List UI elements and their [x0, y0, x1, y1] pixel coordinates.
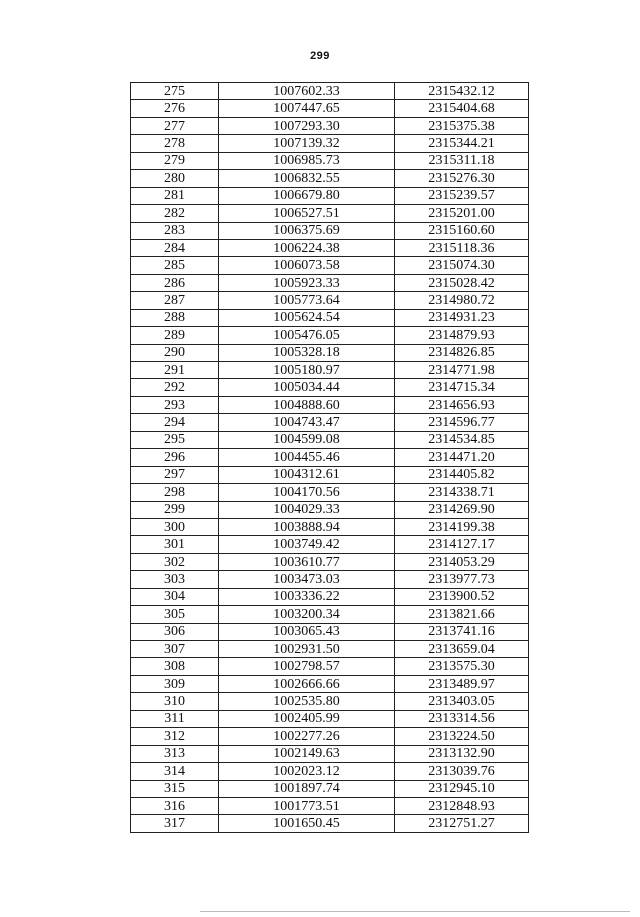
table-row [131, 641, 529, 658]
y-coordinate-cell: 2312945.10 [395, 780, 529, 797]
x-coordinate-cell: 1003200.34 [219, 606, 395, 623]
x-coordinate-cell: 1007447.65 [219, 100, 395, 117]
table-row [131, 83, 529, 100]
x-coordinate-cell: 1006985.73 [219, 152, 395, 169]
x-coordinate-cell: 1006832.55 [219, 170, 395, 187]
point-number-cell: 294 [131, 414, 219, 431]
x-coordinate-cell: 1002666.66 [219, 675, 395, 692]
point-number-cell: 281 [131, 187, 219, 204]
table-row [131, 327, 529, 344]
point-number-cell: 290 [131, 344, 219, 361]
y-coordinate-cell: 2314656.93 [395, 396, 529, 413]
x-coordinate-cell: 1004029.33 [219, 501, 395, 518]
y-coordinate-cell: 2315311.18 [395, 152, 529, 169]
y-coordinate-cell: 2314931.23 [395, 309, 529, 326]
x-coordinate-cell: 1001897.74 [219, 780, 395, 797]
point-number-cell: 283 [131, 222, 219, 239]
table-row [131, 763, 529, 780]
x-coordinate-cell: 1002535.80 [219, 693, 395, 710]
y-coordinate-cell: 2313575.30 [395, 658, 529, 675]
y-coordinate-cell: 2315160.60 [395, 222, 529, 239]
table-row [131, 710, 529, 727]
y-coordinate-cell: 2313039.76 [395, 763, 529, 780]
table-row [131, 553, 529, 570]
y-coordinate-cell: 2314980.72 [395, 292, 529, 309]
y-coordinate-cell: 2315344.21 [395, 135, 529, 152]
y-coordinate-cell: 2314269.90 [395, 501, 529, 518]
point-number-cell: 286 [131, 274, 219, 291]
y-coordinate-cell: 2313659.04 [395, 641, 529, 658]
point-number-cell: 317 [131, 815, 219, 832]
x-coordinate-cell: 1005180.97 [219, 362, 395, 379]
y-coordinate-cell: 2314879.93 [395, 327, 529, 344]
table-row [131, 658, 529, 675]
table-row [131, 728, 529, 745]
table-row [131, 780, 529, 797]
y-coordinate-cell: 2313403.05 [395, 693, 529, 710]
table-row [131, 362, 529, 379]
point-number-cell: 306 [131, 623, 219, 640]
table-row [131, 187, 529, 204]
point-number-cell: 302 [131, 553, 219, 570]
point-number-cell: 289 [131, 327, 219, 344]
y-coordinate-cell: 2313821.66 [395, 606, 529, 623]
point-number-cell: 307 [131, 641, 219, 658]
table-row [131, 449, 529, 466]
x-coordinate-cell: 1007293.30 [219, 117, 395, 134]
table-row [131, 501, 529, 518]
x-coordinate-cell: 1004455.46 [219, 449, 395, 466]
y-coordinate-cell: 2313741.16 [395, 623, 529, 640]
point-number-cell: 293 [131, 396, 219, 413]
x-coordinate-cell: 1004599.08 [219, 431, 395, 448]
x-coordinate-cell: 1006375.69 [219, 222, 395, 239]
x-coordinate-cell: 1005034.44 [219, 379, 395, 396]
x-coordinate-cell: 1003610.77 [219, 553, 395, 570]
table-row [131, 205, 529, 222]
point-number-cell: 303 [131, 571, 219, 588]
y-coordinate-cell: 2315239.57 [395, 187, 529, 204]
point-number-cell: 299 [131, 501, 219, 518]
x-coordinate-cell: 1002149.63 [219, 745, 395, 762]
point-number-cell: 275 [131, 83, 219, 100]
table-row [131, 117, 529, 134]
x-coordinate-cell: 1002798.57 [219, 658, 395, 675]
y-coordinate-cell: 2315404.68 [395, 100, 529, 117]
point-number-cell: 276 [131, 100, 219, 117]
y-coordinate-cell: 2315074.30 [395, 257, 529, 274]
point-number-cell: 309 [131, 675, 219, 692]
table-row [131, 745, 529, 762]
table-row [131, 292, 529, 309]
table-row [131, 152, 529, 169]
table-row [131, 309, 529, 326]
table-row [131, 257, 529, 274]
point-number-cell: 297 [131, 466, 219, 483]
point-number-cell: 304 [131, 588, 219, 605]
y-coordinate-cell: 2315375.38 [395, 117, 529, 134]
coordinates-table [130, 82, 529, 833]
table-row [131, 222, 529, 239]
y-coordinate-cell: 2314053.29 [395, 553, 529, 570]
point-number-cell: 314 [131, 763, 219, 780]
x-coordinate-cell: 1004888.60 [219, 396, 395, 413]
table-row [131, 396, 529, 413]
point-number-cell: 278 [131, 135, 219, 152]
point-number-cell: 285 [131, 257, 219, 274]
y-coordinate-cell: 2314405.82 [395, 466, 529, 483]
x-coordinate-cell: 1004312.61 [219, 466, 395, 483]
x-coordinate-cell: 1007139.32 [219, 135, 395, 152]
x-coordinate-cell: 1002931.50 [219, 641, 395, 658]
x-coordinate-cell: 1004170.56 [219, 484, 395, 501]
table-row [131, 484, 529, 501]
table-row [131, 414, 529, 431]
y-coordinate-cell: 2312751.27 [395, 815, 529, 832]
table-row [131, 815, 529, 832]
point-number-cell: 298 [131, 484, 219, 501]
bottom-rule [200, 911, 630, 912]
x-coordinate-cell: 1002277.26 [219, 728, 395, 745]
y-coordinate-cell: 2315201.00 [395, 205, 529, 222]
x-coordinate-cell: 1003336.22 [219, 588, 395, 605]
point-number-cell: 280 [131, 170, 219, 187]
x-coordinate-cell: 1005476.05 [219, 327, 395, 344]
point-number-cell: 288 [131, 309, 219, 326]
table-row [131, 431, 529, 448]
point-number-cell: 287 [131, 292, 219, 309]
x-coordinate-cell: 1006679.80 [219, 187, 395, 204]
table-row [131, 675, 529, 692]
point-number-cell: 295 [131, 431, 219, 448]
point-number-cell: 316 [131, 797, 219, 814]
y-coordinate-cell: 2315028.42 [395, 274, 529, 291]
point-number-cell: 315 [131, 780, 219, 797]
point-number-cell: 312 [131, 728, 219, 745]
point-number-cell: 282 [131, 205, 219, 222]
x-coordinate-cell: 1005624.54 [219, 309, 395, 326]
table-row [131, 536, 529, 553]
x-coordinate-cell: 1005773.64 [219, 292, 395, 309]
table-row [131, 606, 529, 623]
page-number: 299 [310, 50, 330, 62]
point-number-cell: 292 [131, 379, 219, 396]
point-number-cell: 305 [131, 606, 219, 623]
y-coordinate-cell: 2313977.73 [395, 571, 529, 588]
x-coordinate-cell: 1005923.33 [219, 274, 395, 291]
point-number-cell: 279 [131, 152, 219, 169]
x-coordinate-cell: 1002405.99 [219, 710, 395, 727]
y-coordinate-cell: 2312848.93 [395, 797, 529, 814]
point-number-cell: 284 [131, 239, 219, 256]
y-coordinate-cell: 2314199.38 [395, 518, 529, 535]
table-row [131, 466, 529, 483]
table-row [131, 239, 529, 256]
point-number-cell: 296 [131, 449, 219, 466]
coordinates-table-body [131, 83, 529, 833]
x-coordinate-cell: 1003473.03 [219, 571, 395, 588]
table-row [131, 518, 529, 535]
y-coordinate-cell: 2315118.36 [395, 239, 529, 256]
point-number-cell: 277 [131, 117, 219, 134]
x-coordinate-cell: 1004743.47 [219, 414, 395, 431]
y-coordinate-cell: 2314826.85 [395, 344, 529, 361]
x-coordinate-cell: 1003749.42 [219, 536, 395, 553]
point-number-cell: 310 [131, 693, 219, 710]
table-row [131, 623, 529, 640]
x-coordinate-cell: 1003888.94 [219, 518, 395, 535]
point-number-cell: 300 [131, 518, 219, 535]
x-coordinate-cell: 1006073.58 [219, 257, 395, 274]
y-coordinate-cell: 2314596.77 [395, 414, 529, 431]
y-coordinate-cell: 2314715.34 [395, 379, 529, 396]
x-coordinate-cell: 1001773.51 [219, 797, 395, 814]
y-coordinate-cell: 2314471.20 [395, 449, 529, 466]
y-coordinate-cell: 2314771.98 [395, 362, 529, 379]
y-coordinate-cell: 2313132.90 [395, 745, 529, 762]
table-row [131, 588, 529, 605]
y-coordinate-cell: 2313224.50 [395, 728, 529, 745]
x-coordinate-cell: 1007602.33 [219, 83, 395, 100]
y-coordinate-cell: 2314338.71 [395, 484, 529, 501]
x-coordinate-cell: 1006224.38 [219, 239, 395, 256]
table-row [131, 135, 529, 152]
table-row [131, 100, 529, 117]
table-row [131, 344, 529, 361]
point-number-cell: 311 [131, 710, 219, 727]
x-coordinate-cell: 1006527.51 [219, 205, 395, 222]
y-coordinate-cell: 2313314.56 [395, 710, 529, 727]
table-row [131, 170, 529, 187]
x-coordinate-cell: 1003065.43 [219, 623, 395, 640]
x-coordinate-cell: 1005328.18 [219, 344, 395, 361]
y-coordinate-cell: 2313489.97 [395, 675, 529, 692]
point-number-cell: 301 [131, 536, 219, 553]
table-row [131, 797, 529, 814]
table-row [131, 693, 529, 710]
y-coordinate-cell: 2314127.17 [395, 536, 529, 553]
y-coordinate-cell: 2315432.12 [395, 83, 529, 100]
table-row [131, 274, 529, 291]
y-coordinate-cell: 2314534.85 [395, 431, 529, 448]
y-coordinate-cell: 2313900.52 [395, 588, 529, 605]
x-coordinate-cell: 1002023.12 [219, 763, 395, 780]
table-row [131, 571, 529, 588]
table-row [131, 379, 529, 396]
point-number-cell: 308 [131, 658, 219, 675]
point-number-cell: 291 [131, 362, 219, 379]
point-number-cell: 313 [131, 745, 219, 762]
x-coordinate-cell: 1001650.45 [219, 815, 395, 832]
y-coordinate-cell: 2315276.30 [395, 170, 529, 187]
